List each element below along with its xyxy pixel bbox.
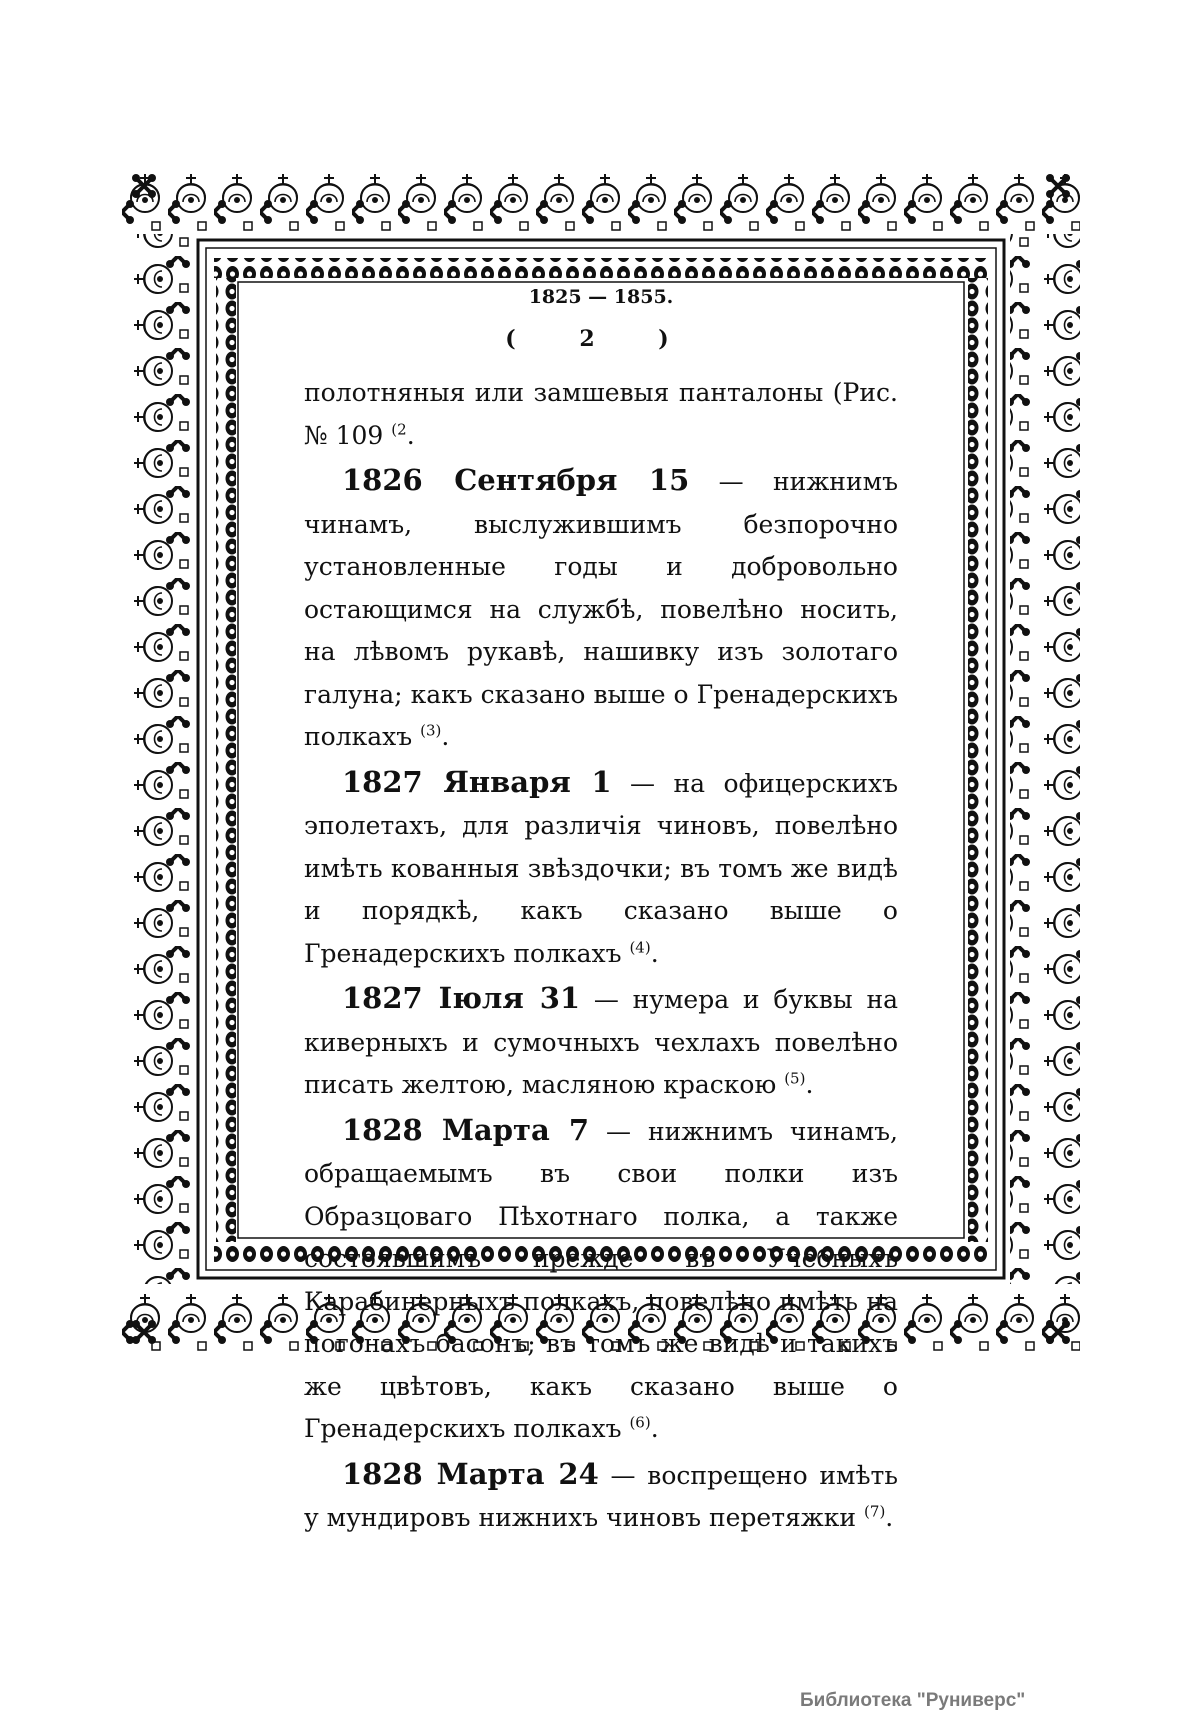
left-ornament-band [122, 234, 192, 1284]
entry-1828-mar-24 [304, 1453, 898, 1540]
paragraph-text: полотняныя или замшевыя панталоны (Рис. № 109 [304, 378, 898, 450]
right-ornament-band [1010, 234, 1080, 1284]
footnote-marker: (3) [420, 721, 442, 740]
top-bead-row [214, 258, 988, 278]
library-watermark: Библиотека "Руниверс" [800, 1690, 1026, 1711]
punctuation: . [406, 420, 415, 450]
paragraph-continuation [304, 372, 898, 457]
entry-1827-jan-1 [304, 761, 898, 976]
punctuation: . [885, 1503, 894, 1532]
entry-text: — нумера и буквы на киверныхъ и сумочныхъ чехлахъ повелѣно писать желтою, масляною краскою [304, 985, 899, 1099]
entry-date: 1828 Марта 7 [342, 1112, 590, 1147]
entry-text: — воспрещено имѣть у мундировъ нижнихъ чиновъ перетяжки [304, 1460, 898, 1532]
top-ornament-band [122, 164, 1080, 234]
footnote-marker: (6) [629, 1413, 651, 1432]
entry-text: — нижнимъ чинамъ, обращаемымъ въ свои полки изъ Образцоваго Пѣхотнаго полка, а также состоявшимъ прежде въ Учебныхъ Карабинерныхъ полкахъ, повелѣно имѣть на погонахъ басонъ; въ томъ же видѣ и такихъ же цвѣтовъ, какъ сказано выше о Гренадерскихъ полкахъ [304, 1116, 898, 1443]
footnote-marker: (4) [629, 938, 651, 957]
entry-text: — нижнимъ чинамъ, выслужившимъ безпорочно установленные годы и добровольно остающимся на службѣ, повелѣно носить, на лѣвомъ рукавѣ, нашивку изъ золотаго галуна; какъ сказано выше о Гренадерскихъ полкахъ [304, 467, 898, 751]
left-bead-column [216, 278, 236, 1242]
page-header [236, 282, 966, 312]
entry-1828-mar-7 [304, 1109, 898, 1451]
entry-date: 1827 Января 1 [342, 764, 612, 799]
entry-date: 1826 Сентября 15 [342, 463, 690, 497]
entry-text: — на офицерскихъ эполетахъ, для различія чиновъ, повелѣно имѣть кованныя звѣздочки; въ томъ же видѣ и порядкѣ, какъ сказано выше о Гренадерскихъ полкахъ [304, 768, 899, 968]
footnote-marker: (2 [391, 420, 407, 439]
entry-1827-jul-31 [304, 977, 898, 1107]
footnote-marker: (5) [784, 1069, 806, 1088]
header-years: 1825 — 1855. [515, 286, 688, 308]
entry-date: 1828 Марта 24 [342, 1456, 599, 1491]
right-bead-column [968, 278, 988, 1242]
punctuation: . [805, 1070, 814, 1099]
page-number: ( 2 ) [505, 326, 697, 352]
page-body [304, 372, 898, 1542]
footnote-marker: (7) [864, 1502, 886, 1521]
entry-1826-sep-15 [304, 459, 898, 759]
punctuation: . [650, 938, 659, 968]
entry-date: 1827 Іюля 31 [342, 981, 581, 1015]
punctuation: . [441, 722, 450, 751]
punctuation: . [650, 1414, 659, 1443]
